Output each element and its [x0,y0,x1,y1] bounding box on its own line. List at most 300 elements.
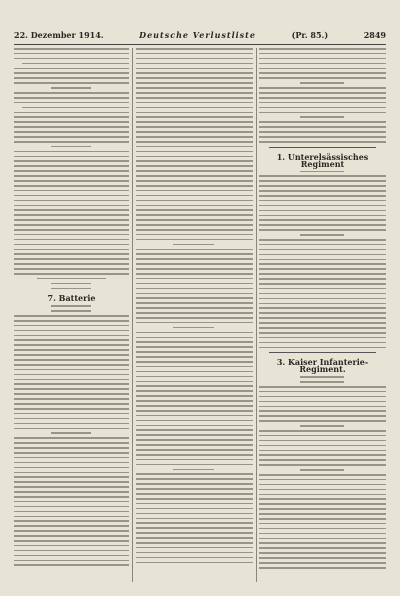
text-line [14,102,129,104]
text-line [14,244,129,246]
column-divider [256,48,257,582]
text-line [136,278,253,280]
text-line [136,219,253,221]
text-line [259,303,386,305]
text-line [14,555,129,557]
header-date: 22. Dezember 1914. [14,30,104,40]
text-line [136,542,253,544]
text-line [136,156,253,158]
text-line [14,398,129,400]
text-line [136,151,253,153]
page-header [14,30,386,42]
text-line [259,273,386,275]
text-line [136,493,253,495]
text-line [259,450,386,452]
text-line [259,48,386,50]
text-line [14,486,129,488]
text-line [51,283,91,285]
text-line [14,530,129,532]
text-line [136,288,253,290]
text-line [259,337,386,339]
text-line [14,320,129,322]
text-line [14,112,129,114]
text-line [136,107,253,109]
text-line [14,496,129,498]
text-line [136,449,253,451]
text-line [259,63,386,65]
text-line [14,383,129,385]
text-line [136,488,253,490]
text-line [259,298,386,300]
text-line [14,437,129,439]
text-line [136,58,253,60]
text-line [259,440,386,442]
text-line [300,234,344,236]
text-line [136,307,253,309]
text-line [136,72,253,74]
text-line [14,234,129,236]
text-line [259,542,386,544]
text-line [136,126,253,128]
text-line [136,312,253,314]
text-line [136,180,253,182]
text-line [136,415,253,417]
text-line [14,48,129,50]
text-line [51,310,91,312]
text-line [136,337,253,339]
text-line [259,498,386,500]
text-line [14,516,129,518]
text-line [259,58,386,60]
text-line [14,200,129,202]
text-line [14,92,129,94]
text-line [14,379,129,381]
text-line [14,545,129,547]
text-line [259,239,386,241]
text-line [136,97,253,99]
text-line [14,511,129,513]
text-line [14,160,129,162]
text-line [14,273,129,275]
text-line [300,116,344,118]
text-line [136,434,253,436]
text-line [136,395,253,397]
text-line [14,535,129,537]
text-line [136,317,253,319]
text-line [14,190,129,192]
header-rule [14,44,386,45]
text-line [14,165,129,167]
text-line [136,429,253,431]
text-line [136,268,253,270]
text-line [14,457,129,459]
text-line [136,464,253,466]
text-line [136,82,253,84]
text-line [259,567,386,569]
text-line [136,498,253,500]
text-line [259,347,386,349]
text-line [14,126,129,128]
text-line [136,102,253,104]
text-line [259,317,386,319]
text-line [259,552,386,554]
text-line [136,400,253,402]
section-heading: 1. Unterelsässisches Regiment [276,151,369,169]
text-line [136,160,253,162]
text-line [259,126,386,128]
text-line [136,439,253,441]
text-line [14,481,129,483]
text-line [136,405,253,407]
text-line [136,170,253,172]
text-line [259,210,386,212]
text-line [136,381,253,383]
text-line [14,476,129,478]
text-line [136,351,253,353]
text-line [136,390,253,392]
text-line [14,339,129,341]
text-line [136,518,253,520]
text-line [259,180,386,182]
text-line [259,479,386,481]
text-line [136,366,253,368]
text-line [14,68,129,70]
text-line [136,376,253,378]
text-line [136,234,253,236]
text-line [14,472,129,474]
text-line [136,302,253,304]
text-line [136,273,253,275]
text-line [136,63,253,65]
text-line [14,214,129,216]
text-line [14,344,129,346]
text-column-2 [136,48,253,584]
text-line [14,423,129,425]
text-line [259,386,386,388]
text-line [300,381,344,383]
text-line [14,175,129,177]
text-line [51,305,91,307]
text-line [136,385,253,387]
text-line [173,244,214,246]
text-line [136,131,253,133]
text-line [136,527,253,529]
text-line [259,195,386,197]
text-line [14,550,129,552]
text-line [259,307,386,309]
section-rule [269,147,376,148]
text-line [259,401,386,403]
text-line [259,97,386,99]
text-line [259,435,386,437]
text-column-1 [14,48,129,584]
text-line [136,249,253,251]
text-line [14,325,129,327]
text-line [136,121,253,123]
text-line [136,444,253,446]
text-line [136,205,253,207]
text-line [136,522,253,524]
text-line [14,205,129,207]
text-line [14,229,129,231]
text-line [136,136,253,138]
text-line [259,121,386,123]
text-line [136,77,253,79]
text-line [259,538,386,540]
text-line [14,452,129,454]
text-line [259,494,386,496]
text-line [14,349,129,351]
text-line [51,146,91,148]
text-line [51,432,91,434]
text-line [259,454,386,456]
text-line [14,315,129,317]
text-line [259,312,386,314]
text-line [136,483,253,485]
text-line [136,552,253,554]
text-line [173,327,214,329]
text-line [300,425,344,427]
text-line [259,396,386,398]
header-issue: (Pr. 85.) [291,30,329,40]
text-line [173,469,214,471]
text-line [14,520,129,522]
text-line [259,107,386,109]
text-line [14,72,129,74]
text-line [14,408,129,410]
text-line [14,525,129,527]
text-line [259,229,386,231]
text-line [259,87,386,89]
text-line [14,442,129,444]
text-line [14,268,129,270]
text-line [259,141,386,143]
text-line [259,391,386,393]
text-line [259,112,386,114]
text-line [22,63,129,65]
text-line [136,425,253,427]
text-line [136,361,253,363]
text-line [14,136,129,138]
text-line [136,239,253,241]
text-line [14,97,129,99]
text-line [14,156,129,158]
text-line [259,322,386,324]
text-line [14,540,129,542]
text-line [14,249,129,251]
text-line [51,288,91,290]
text-line [136,332,253,334]
text-line [14,364,129,366]
text-line [14,170,129,172]
text-line [14,403,129,405]
text-line [300,171,344,173]
text-line [14,418,129,420]
text-line [14,185,129,187]
text-line [14,330,129,332]
text-line [136,537,253,539]
text-line [14,77,129,79]
text-line [259,219,386,221]
text-line [14,116,129,118]
text-line [136,547,253,549]
text-line [14,263,129,265]
text-line [136,478,253,480]
text-line [14,82,129,84]
text-line [259,562,386,564]
text-line [136,48,253,50]
text-line [136,454,253,456]
text-line [136,557,253,559]
text-line [259,175,386,177]
text-line [136,420,253,422]
text-line [136,141,253,143]
text-line [136,532,253,534]
text-line [136,263,253,265]
text-line [259,263,386,265]
text-line [14,359,129,361]
text-line [259,77,386,79]
text-line [259,533,386,535]
text-line [37,278,106,280]
text-line [14,335,129,337]
text-line [136,410,253,412]
text-line [259,547,386,549]
column-divider [132,48,133,582]
text-line [14,428,129,430]
text-line [14,209,129,211]
text-line [136,503,253,505]
text-line [259,327,386,329]
text-line [259,244,386,246]
text-line [259,410,386,412]
text-line [136,146,253,148]
text-line [14,121,129,123]
text-line [136,513,253,515]
text-line [136,322,253,324]
text-line [259,557,386,559]
text-line [14,53,129,55]
text-line [14,467,129,469]
text-line [136,175,253,177]
text-line [259,445,386,447]
text-line [259,68,386,70]
text-line [136,508,253,510]
text-line [259,185,386,187]
text-line [136,258,253,260]
text-line [259,332,386,334]
text-line [14,58,129,60]
text-line [14,253,129,255]
text-line [259,293,386,295]
text-line [22,107,129,109]
text-line [259,72,386,74]
text-line [259,205,386,207]
text-line [14,506,129,508]
text-line [14,258,129,260]
text-column-3 [259,48,386,584]
text-line [14,141,129,143]
text-line [136,229,253,231]
text-line [259,136,386,138]
text-line [14,447,129,449]
text-line [259,215,386,217]
text-line [136,190,253,192]
text-line [300,376,344,378]
text-line [136,112,253,114]
text-line [259,430,386,432]
text-line [136,297,253,299]
text-line [259,278,386,280]
text-line [259,474,386,476]
text-line [14,219,129,221]
text-line [259,53,386,55]
text-line [14,413,129,415]
text-line [136,214,253,216]
text-line [259,528,386,530]
text-line [259,268,386,270]
header-title: Deutsche Verlustliste [139,30,256,40]
text-line [51,87,91,89]
text-line [259,484,386,486]
text-line [259,518,386,520]
header-page-number: 2849 [363,30,386,40]
section-heading: 7. Batterie [47,293,96,304]
text-line [259,259,386,261]
text-line [259,415,386,417]
text-line [259,523,386,525]
text-line [136,253,253,255]
text-line [14,501,129,503]
text-line [14,239,129,241]
text-line [259,508,386,510]
text-line [14,560,129,562]
text-line [259,224,386,226]
text-line [136,68,253,70]
text-line [259,406,386,408]
text-line [136,346,253,348]
text-line [136,293,253,295]
text-line [259,288,386,290]
text-line [259,503,386,505]
text-line [259,254,386,256]
text-line [300,82,344,84]
text-line [136,473,253,475]
text-line [14,491,129,493]
text-line [136,341,253,343]
text-line [14,374,129,376]
text-line [136,283,253,285]
text-line [259,342,386,344]
text-line [259,249,386,251]
text-line [14,195,129,197]
text-line [136,185,253,187]
section-rule [269,352,376,353]
text-line [300,469,344,471]
text-line [14,564,129,566]
text-line [136,87,253,89]
text-line [259,92,386,94]
text-line [136,195,253,197]
text-line [259,190,386,192]
text-line [136,165,253,167]
text-line [14,224,129,226]
text-line [14,354,129,356]
text-line [14,369,129,371]
text-line [14,131,129,133]
text-line [259,283,386,285]
text-line [14,151,129,153]
